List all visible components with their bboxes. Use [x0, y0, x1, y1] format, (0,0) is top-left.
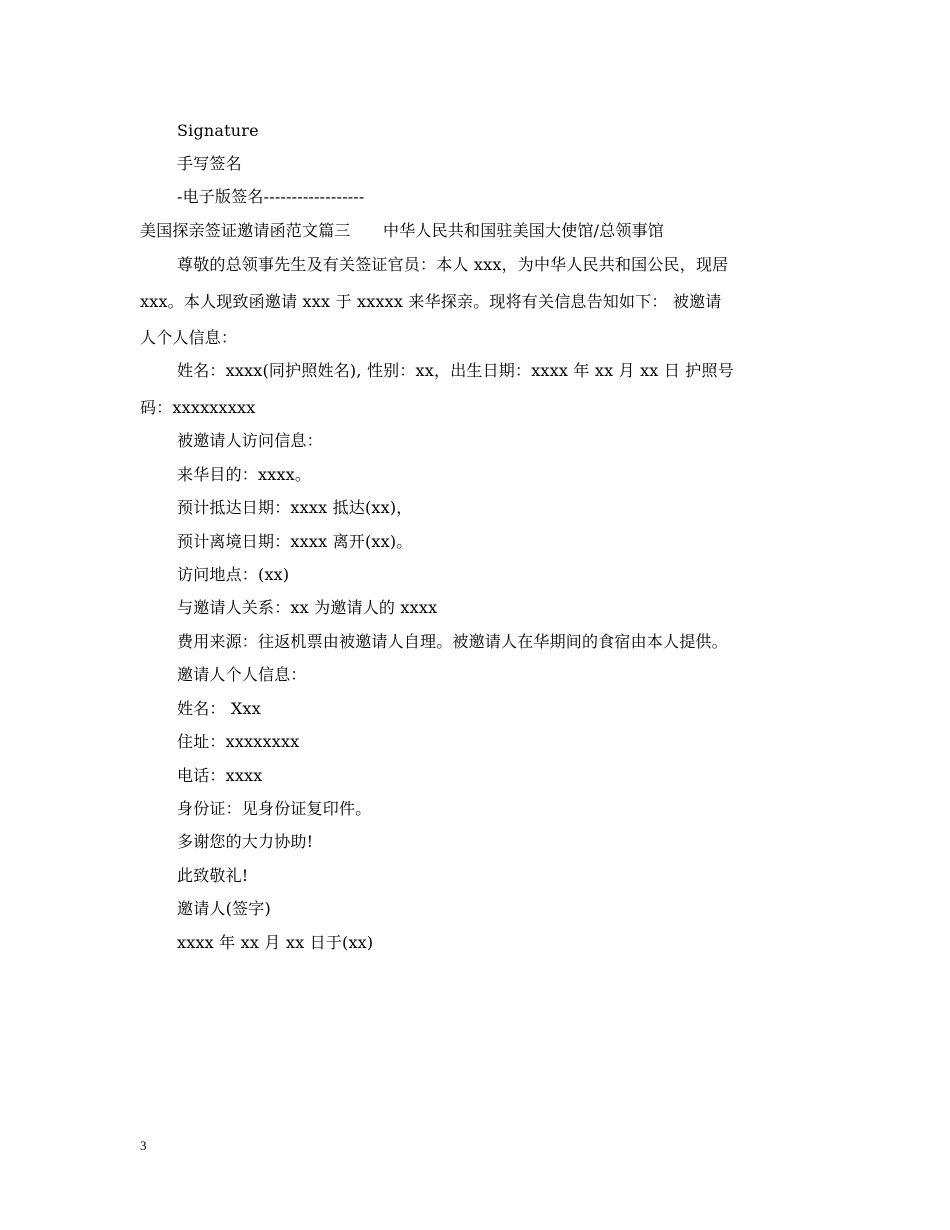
- paragraph-line: 与邀请人关系：xx 为邀请人的 xxxx: [177, 598, 438, 617]
- paragraph-line: 访问地点：(xx): [177, 565, 290, 584]
- paragraph-line: 邀请人(签字): [177, 899, 271, 918]
- paragraph-line: 预计离境日期：xxxx 离开(xx)。: [177, 532, 413, 551]
- section-heading: 美国探亲签证邀请函范文篇三 中华人民共和国驻美国大使馆/总领事馆: [140, 221, 664, 240]
- paragraph-line: 此致敬礼!: [177, 866, 249, 885]
- paragraph-line: 电话：xxxx: [177, 766, 263, 785]
- handwritten-signature-label: 手写签名: [177, 154, 242, 173]
- paragraph-line: 费用来源：往返机票由被邀请人自理。被邀请人在华期间的食宿由本人提供。: [177, 632, 728, 651]
- paragraph-line: 被邀请人访问信息：: [177, 431, 323, 450]
- paragraph-line: 码：xxxxxxxxx: [140, 398, 256, 417]
- paragraph-line: 预计抵达日期：xxxx 抵达(xx)，: [177, 498, 413, 517]
- paragraph-line: 人个人信息：: [140, 328, 238, 347]
- paragraph-line: 来华目的：xxxx。: [177, 465, 312, 484]
- signature-label: Signature: [177, 121, 259, 140]
- paragraph-line: 邀请人个人信息：: [177, 665, 307, 684]
- paragraph-line: 身份证：见身份证复印件。: [177, 799, 372, 818]
- paragraph-line: 姓名：xxxx(同护照姓名), 性别：xx，出生日期：xxxx 年 xx 月 xx 日 护照号: [177, 361, 734, 380]
- paragraph-line: 多谢您的大力协助!: [177, 832, 314, 851]
- electronic-signature-line: -电子版签名------------------: [177, 187, 365, 206]
- page-number: 3: [140, 1138, 147, 1153]
- paragraph-line: xxx。本人现致函邀请 xxx 于 xxxxx 来华探亲。现将有关信息告知如下： 被邀请: [140, 292, 722, 311]
- paragraph-line: 尊敬的总领事先生及有关签证官员：本人 xxx，为中华人民共和国公民，现居: [177, 255, 729, 274]
- paragraph-line: xxxx 年 xx 月 xx 日于(xx): [177, 933, 374, 952]
- paragraph-line: 姓名： Xxx: [177, 699, 261, 718]
- paragraph-line: 住址：xxxxxxxx: [177, 732, 300, 751]
